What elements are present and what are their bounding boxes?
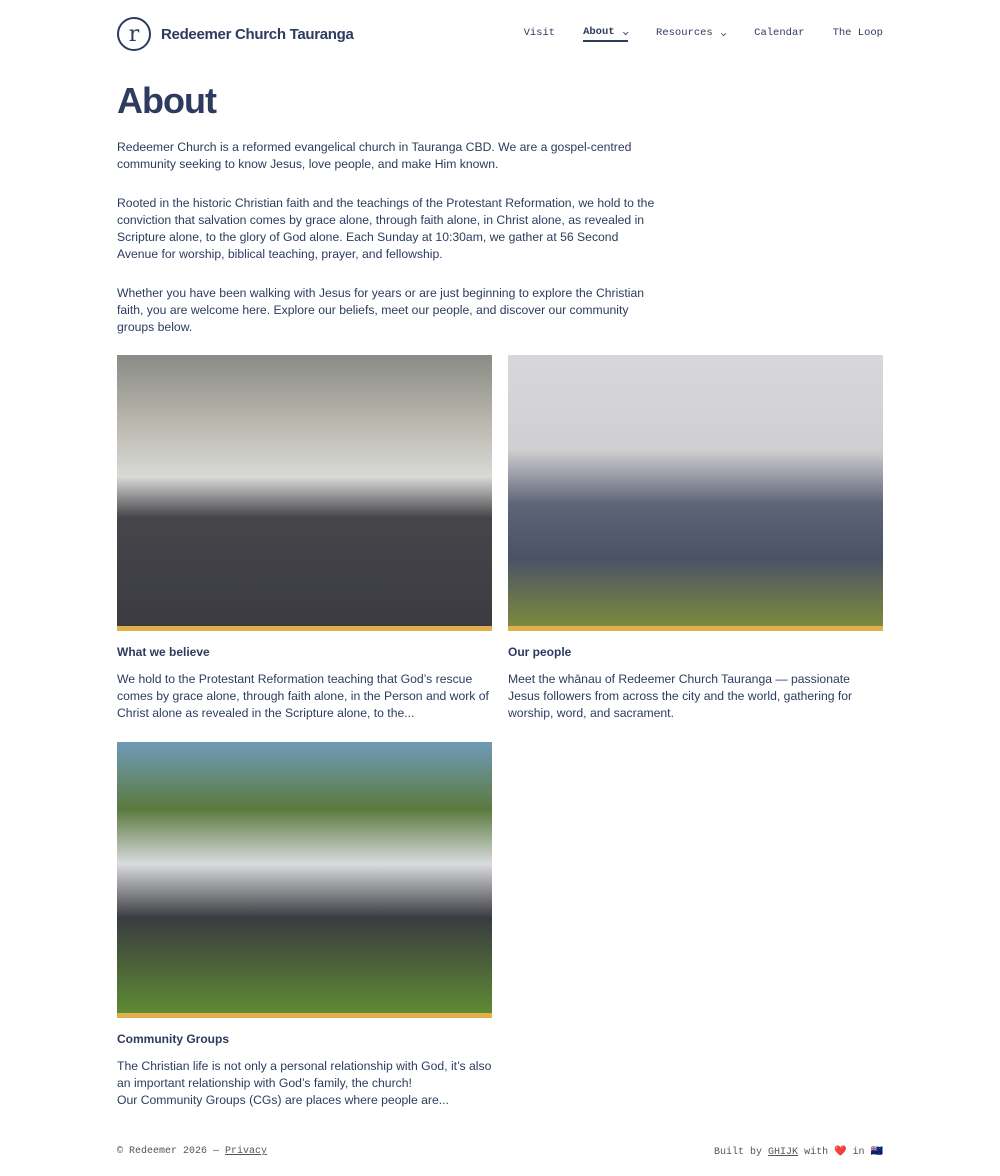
- heart-icon: ❤️: [834, 1147, 847, 1158]
- card-what-we-believe[interactable]: [117, 355, 492, 722]
- community-group-photo: [117, 742, 492, 1018]
- nav-resources[interactable]: [656, 26, 726, 42]
- chevron-down-icon: ⌄: [621, 27, 630, 37]
- nz-flag-icon: 🇳🇿: [870, 1147, 883, 1158]
- card-title: What we believe: [117, 645, 210, 659]
- nav-label: Calendar: [754, 27, 805, 39]
- card-text-line: The Christian life is not only a personal relationship with God, it’s also an important relationship with God’s family, the church!: [117, 1059, 492, 1090]
- built-by-text: Built by: [714, 1147, 769, 1158]
- nav-label: Visit: [523, 27, 556, 39]
- footer: [117, 1146, 883, 1158]
- intro-paragraph: Redeemer Church is a reformed evangelical church in Tauranga CBD. We are a gospel-centred community seeking to know Jesus, love people, and make Him known.: [117, 140, 632, 171]
- intro: [117, 139, 657, 358]
- main-nav: [524, 26, 883, 42]
- author-link[interactable]: GHIJK: [768, 1147, 799, 1158]
- in-text: in: [846, 1147, 871, 1158]
- privacy-link[interactable]: Privacy: [225, 1146, 268, 1157]
- site-header: [117, 16, 883, 52]
- nav-the-loop[interactable]: [833, 26, 883, 42]
- page-title: About: [117, 80, 216, 121]
- card-our-people[interactable]: [508, 355, 883, 722]
- nav-label: The Loop: [832, 27, 883, 39]
- copyright: © Redeemer 2026 —: [117, 1146, 226, 1157]
- nav-visit[interactable]: [524, 26, 556, 42]
- nav-label: About: [583, 26, 615, 38]
- card-text: Meet the whānau of Redeemer Church Tauranga — passionate Jesus followers from across the city and the world, gathering for worship, word, and sacrament.: [508, 672, 853, 720]
- nav-about[interactable]: [583, 26, 628, 42]
- card-text: We hold to the Protestant Reformation teaching that God’s rescue comes by grace alone, through faith alone, in the Person and work of Christ alone as revealed in the Scripture alone, to the...: [117, 672, 489, 720]
- card-title: Community Groups: [117, 1032, 230, 1046]
- group-photo: [508, 355, 883, 631]
- card-community-groups[interactable]: [117, 742, 492, 1109]
- nav-calendar[interactable]: [754, 26, 804, 42]
- logo-icon: r: [117, 17, 151, 51]
- with-text: with: [798, 1147, 835, 1158]
- nav-label: Resources: [656, 27, 713, 39]
- brand-link[interactable]: [117, 17, 354, 51]
- chevron-down-icon: ⌄: [719, 28, 728, 38]
- card-title: Our people: [508, 645, 572, 659]
- intro-paragraph: Rooted in the historic Christian faith and the teachings of the Protestant Reformation, we hold to the conviction that salvation comes by grace alone, through faith alone, in Christ alone, as revealed in Scripture alone, to the glory of God alone. Each Sunday at 10:30am, we gather at 56 Second Avenue for worship, biblical teaching, prayer, and fellowship.: [117, 196, 655, 261]
- card-text-line: Our Community Groups (CGs) are places where people are...: [117, 1093, 449, 1107]
- intro-paragraph: Whether you have been walking with Jesus for years or are just beginning to explore the Christian faith, you are welcome here. Explore our beliefs, meet our people, and discover our community groups below.: [117, 286, 645, 334]
- card-text: [117, 1058, 492, 1109]
- brand-name: Redeemer Church Tauranga: [161, 25, 354, 43]
- church-service-photo: [117, 355, 492, 631]
